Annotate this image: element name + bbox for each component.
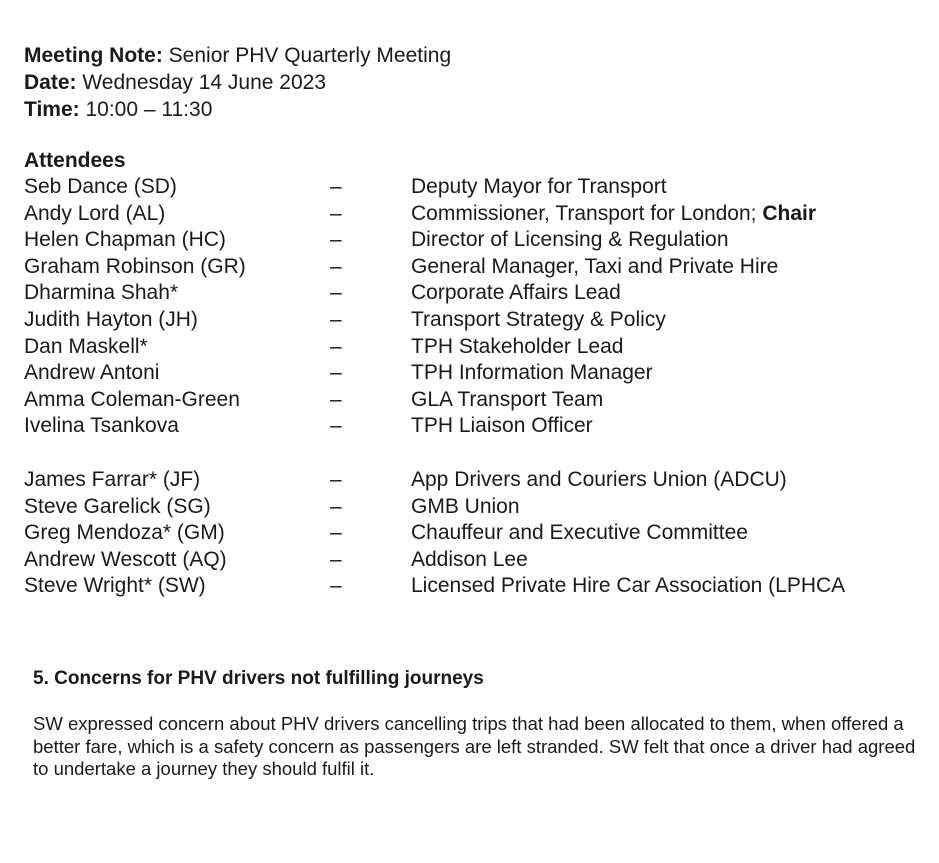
attendee-row <box>0 280 939 307</box>
attendee-role <box>411 201 816 228</box>
attendee-role-text: Licensed Private Hire Car Association (LPHCA <box>411 574 846 598</box>
attendee-role <box>411 360 653 387</box>
attendee-separator: – <box>330 547 342 571</box>
section-5-heading: 5. Concerns for PHV drivers not fulfilling journeys <box>33 668 484 689</box>
attendee-role-text: TPH Information Manager <box>411 361 653 385</box>
attendee-role-text: GLA Transport Team <box>411 387 604 411</box>
attendee-row <box>0 254 939 281</box>
attendee-name: Andrew Antoni <box>24 361 160 385</box>
attendees-group-trade <box>0 467 939 600</box>
attendee-name: Seb Dance (SD) <box>24 175 177 198</box>
meeting-header <box>24 42 451 123</box>
attendee-row <box>0 467 939 494</box>
attendee-name: Judith Hayton (JH) <box>24 307 198 331</box>
attendee-role <box>411 227 729 254</box>
attendee-separator: – <box>330 387 342 411</box>
attendee-row <box>0 520 939 547</box>
attendee-name: James Farrar* (JF) <box>24 468 201 491</box>
attendee-row <box>0 547 939 574</box>
meeting-date-value: Wednesday 14 June 2023 <box>82 71 326 94</box>
attendee-name: Greg Mendoza* (GM) <box>24 521 225 545</box>
attendee-separator: – <box>330 334 342 358</box>
attendee-role-text: App Drivers and Couriers Union (ADCU) <box>411 468 787 491</box>
attendees-group-tfl <box>0 174 939 440</box>
attendee-role <box>411 334 623 361</box>
attendee-role <box>411 494 520 521</box>
meeting-note-value: Senior PHV Quarterly Meeting <box>168 44 452 67</box>
attendee-separator: – <box>330 521 342 545</box>
attendee-role <box>411 254 778 281</box>
attendee-separator: – <box>330 307 342 331</box>
attendee-role-text: Transport Strategy & Policy <box>411 307 666 331</box>
attendee-row <box>0 573 939 600</box>
attendee-separator: – <box>330 494 342 518</box>
attendee-role <box>411 280 621 307</box>
attendee-name: Dharmina Shah* <box>24 281 179 305</box>
attendee-role-text: Deputy Mayor for Transport <box>411 175 667 198</box>
attendee-separator: – <box>330 574 342 598</box>
attendee-name: Dan Maskell* <box>24 334 148 358</box>
attendee-name: Andrew Wescott (AQ) <box>24 547 227 571</box>
meeting-time-line <box>24 96 451 123</box>
attendee-role <box>411 413 593 440</box>
attendee-role <box>411 174 667 201</box>
attendee-name: Steve Wright* (SW) <box>24 574 206 598</box>
attendee-role <box>411 387 603 414</box>
meeting-time-label: Time: <box>24 98 80 121</box>
attendee-separator: – <box>330 281 342 305</box>
meeting-time-value: 10:00 – 11:30 <box>85 98 213 121</box>
attendee-role-text: TPH Liaison Officer <box>411 414 593 438</box>
attendee-role-text: Commissioner, Transport for London; <box>411 201 763 225</box>
attendee-row <box>0 360 939 387</box>
attendee-separator: – <box>330 468 342 491</box>
attendee-separator: – <box>330 361 342 385</box>
attendee-name: Andy Lord (AL) <box>24 201 166 225</box>
attendee-row <box>0 227 939 254</box>
meeting-date-line <box>24 69 451 96</box>
attendee-role <box>411 467 787 494</box>
attendees-title: Attendees <box>24 149 126 172</box>
attendee-role-text: TPH Stakeholder Lead <box>411 334 624 358</box>
meeting-note-line <box>24 42 451 69</box>
attendee-role-text: Chauffeur and Executive Committee <box>411 521 748 545</box>
attendee-name: Ivelina Tsankova <box>24 414 179 438</box>
attendee-row <box>0 201 939 228</box>
attendee-role <box>411 520 748 547</box>
attendee-row <box>0 307 939 334</box>
attendee-name: Helen Chapman (HC) <box>24 228 226 252</box>
attendee-role-emphasis: Chair <box>762 201 817 225</box>
attendee-separator: – <box>330 175 342 198</box>
attendee-name: Amma Coleman-Green <box>24 387 240 411</box>
attendee-role-text: Addison Lee <box>411 547 528 571</box>
section-5-body: SW expressed concern about PHV drivers cancelling trips that had been allocated to them, when offered a better fare, which is a safety concern as passengers are left stranded. SW felt that once a driver had agreed to undertake a journey they should fulfil it. <box>33 713 916 779</box>
attendee-role <box>411 573 845 600</box>
attendee-name: Steve Garelick (SG) <box>24 494 211 518</box>
attendee-row <box>0 334 939 361</box>
attendee-separator: – <box>330 414 342 438</box>
attendee-role-text: GMB Union <box>411 494 520 518</box>
attendee-row <box>0 413 939 440</box>
attendee-separator: – <box>330 254 342 278</box>
attendee-separator: – <box>330 228 342 252</box>
attendee-row <box>0 174 939 201</box>
attendee-separator: – <box>330 201 342 225</box>
attendee-role-text: General Manager, Taxi and Private Hire <box>411 254 779 278</box>
attendee-row <box>0 494 939 521</box>
attendee-name: Graham Robinson (GR) <box>24 254 246 278</box>
attendee-role-text: Corporate Affairs Lead <box>411 281 621 305</box>
meeting-date-label: Date: <box>24 71 77 94</box>
attendee-role <box>411 307 666 334</box>
meeting-note-label: Meeting Note: <box>24 44 163 67</box>
attendee-role-text: Director of Licensing & Regulation <box>411 228 729 252</box>
attendee-row <box>0 387 939 414</box>
attendee-role <box>411 547 528 574</box>
